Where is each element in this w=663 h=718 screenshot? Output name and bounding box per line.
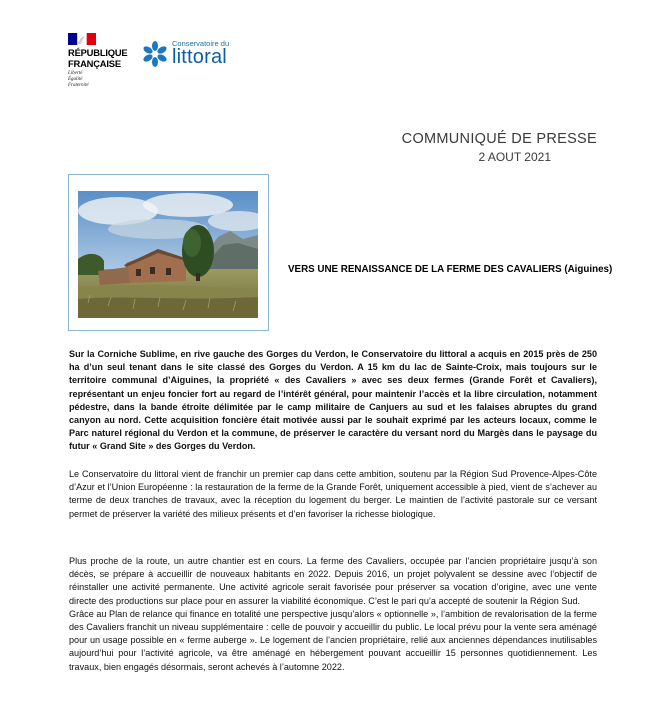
body-section-2 <box>69 468 597 521</box>
paragraph-grande-foret: Le Conservatoire du littoral vient de franchir un premier cap dans cette ambition, soutenu par la Région Sud Provence-Alpes-Côte d’Azur et l’Union Européenne : la restauration de la ferme de la Grande Forêt, uniquement accessible à pied, vient de s’achever au terme de deux tranches de travaux, avec la réception du logement du berger. Le maintien de l’activité pastorale sur ce versant permet de préserver la variété des milieux présents et d’en favoriser la richesse biologique. <box>69 469 597 519</box>
rf-line-1: RÉPUBLIQUE <box>68 47 128 58</box>
rf-motto <box>68 71 136 89</box>
paragraph-plan-relance: Grâce au Plan de relance qui finance en totalité une perspective jusqu’alors « optionnelle », l’ambition de revalorisation de la ferme des Cavaliers franchit un niveau supplémentaire : celle de pouvoir y accueillir du public. Le local prévu pour la vente sera aménagé pour un usage possible en « ferme auberge ». Le logement de l’ancien propriétaire, relié aux anciennes dépendances inutilisables aujourd’hui pour l’activité agricole, va être aménagé en hébergement pouvant accueillir 15 personnes quotidiennement. Les travaux, bien engagés désormais, seront achevés à l’automne 2022. <box>69 608 597 672</box>
body-section-3 <box>69 555 597 674</box>
rf-motto-egalite: Égalité <box>68 77 83 82</box>
republique-francaise-logo <box>68 33 136 89</box>
article-headline: VERS UNE RENAISSANCE DE LA FERME DES CAVALIERS (Aiguines) <box>288 264 613 275</box>
cl-logo-small-text: Conservatoire du <box>172 39 230 48</box>
rf-motto-fraternite: Fraternité <box>68 83 89 88</box>
rf-line-2: FRANÇAISE <box>68 57 121 69</box>
paragraph-cavaliers: Plus proche de la route, un autre chantier est en cours. La ferme des Cavaliers, occupée par l’ancien propriétaire jusqu’à son décès, se prépare à accueillir de nouveaux habitants en 2022. Depuis 2016, un projet polyvalent se dessine avec l’objectif de réinstaller une activité permanente. Une activité agricole serait favorisée pour préserver sa vocation d’origine, avec une vente directe des productions sur place pour en assurer la viabilité économique. C’est le pari qu’a accepté de soutenir la Région Sud. <box>69 556 597 606</box>
farm-landscape-image <box>78 191 258 318</box>
photo-frame <box>68 174 269 331</box>
marianne-flag-icon <box>68 33 96 45</box>
press-release-title: COMMUNIQUÉ DE PRESSE <box>401 131 597 147</box>
cl-logo-big-text: littoral <box>172 46 227 68</box>
snowflake-leaf-icon <box>142 40 168 68</box>
farm-photo <box>78 191 258 318</box>
body-section-1 <box>69 348 597 454</box>
rf-motto-liberte: Liberté <box>68 71 83 76</box>
press-release-date: 2 AOUT 2021 <box>478 150 551 164</box>
paragraph-intro: Sur la Corniche Sublime, en rive gauche des Gorges du Verdon, le Conservatoire du littoral a acquis en 2015 près de 250 ha d’un seul tenant dans le site classé des Gorges du Verdon. A 15 km du lac de Sainte-Croix, mais toujours sur le territoire communal d’Aiguines, la propriété « des Cavaliers » avec ses deux fermes (Grande Forêt et Cavaliers), représentant un enjeu foncier fort au regard de l’intérêt général, pour maintenir l’accès et la libre circulation, notamment pédestre, dans la bande étroite délimitée par le camp militaire de Canjuers au sud et les falaises abruptes du grand canyon au nord. Cette acquisition foncière était motivée aussi par le souhait exprimé par les acteurs locaux, comme le Parc naturel régional du Verdon et la commune, de préserver le caractère du versant nord du Margès dans le paysage du futur « Grand Site » des Gorges du Verdon. <box>69 349 597 452</box>
